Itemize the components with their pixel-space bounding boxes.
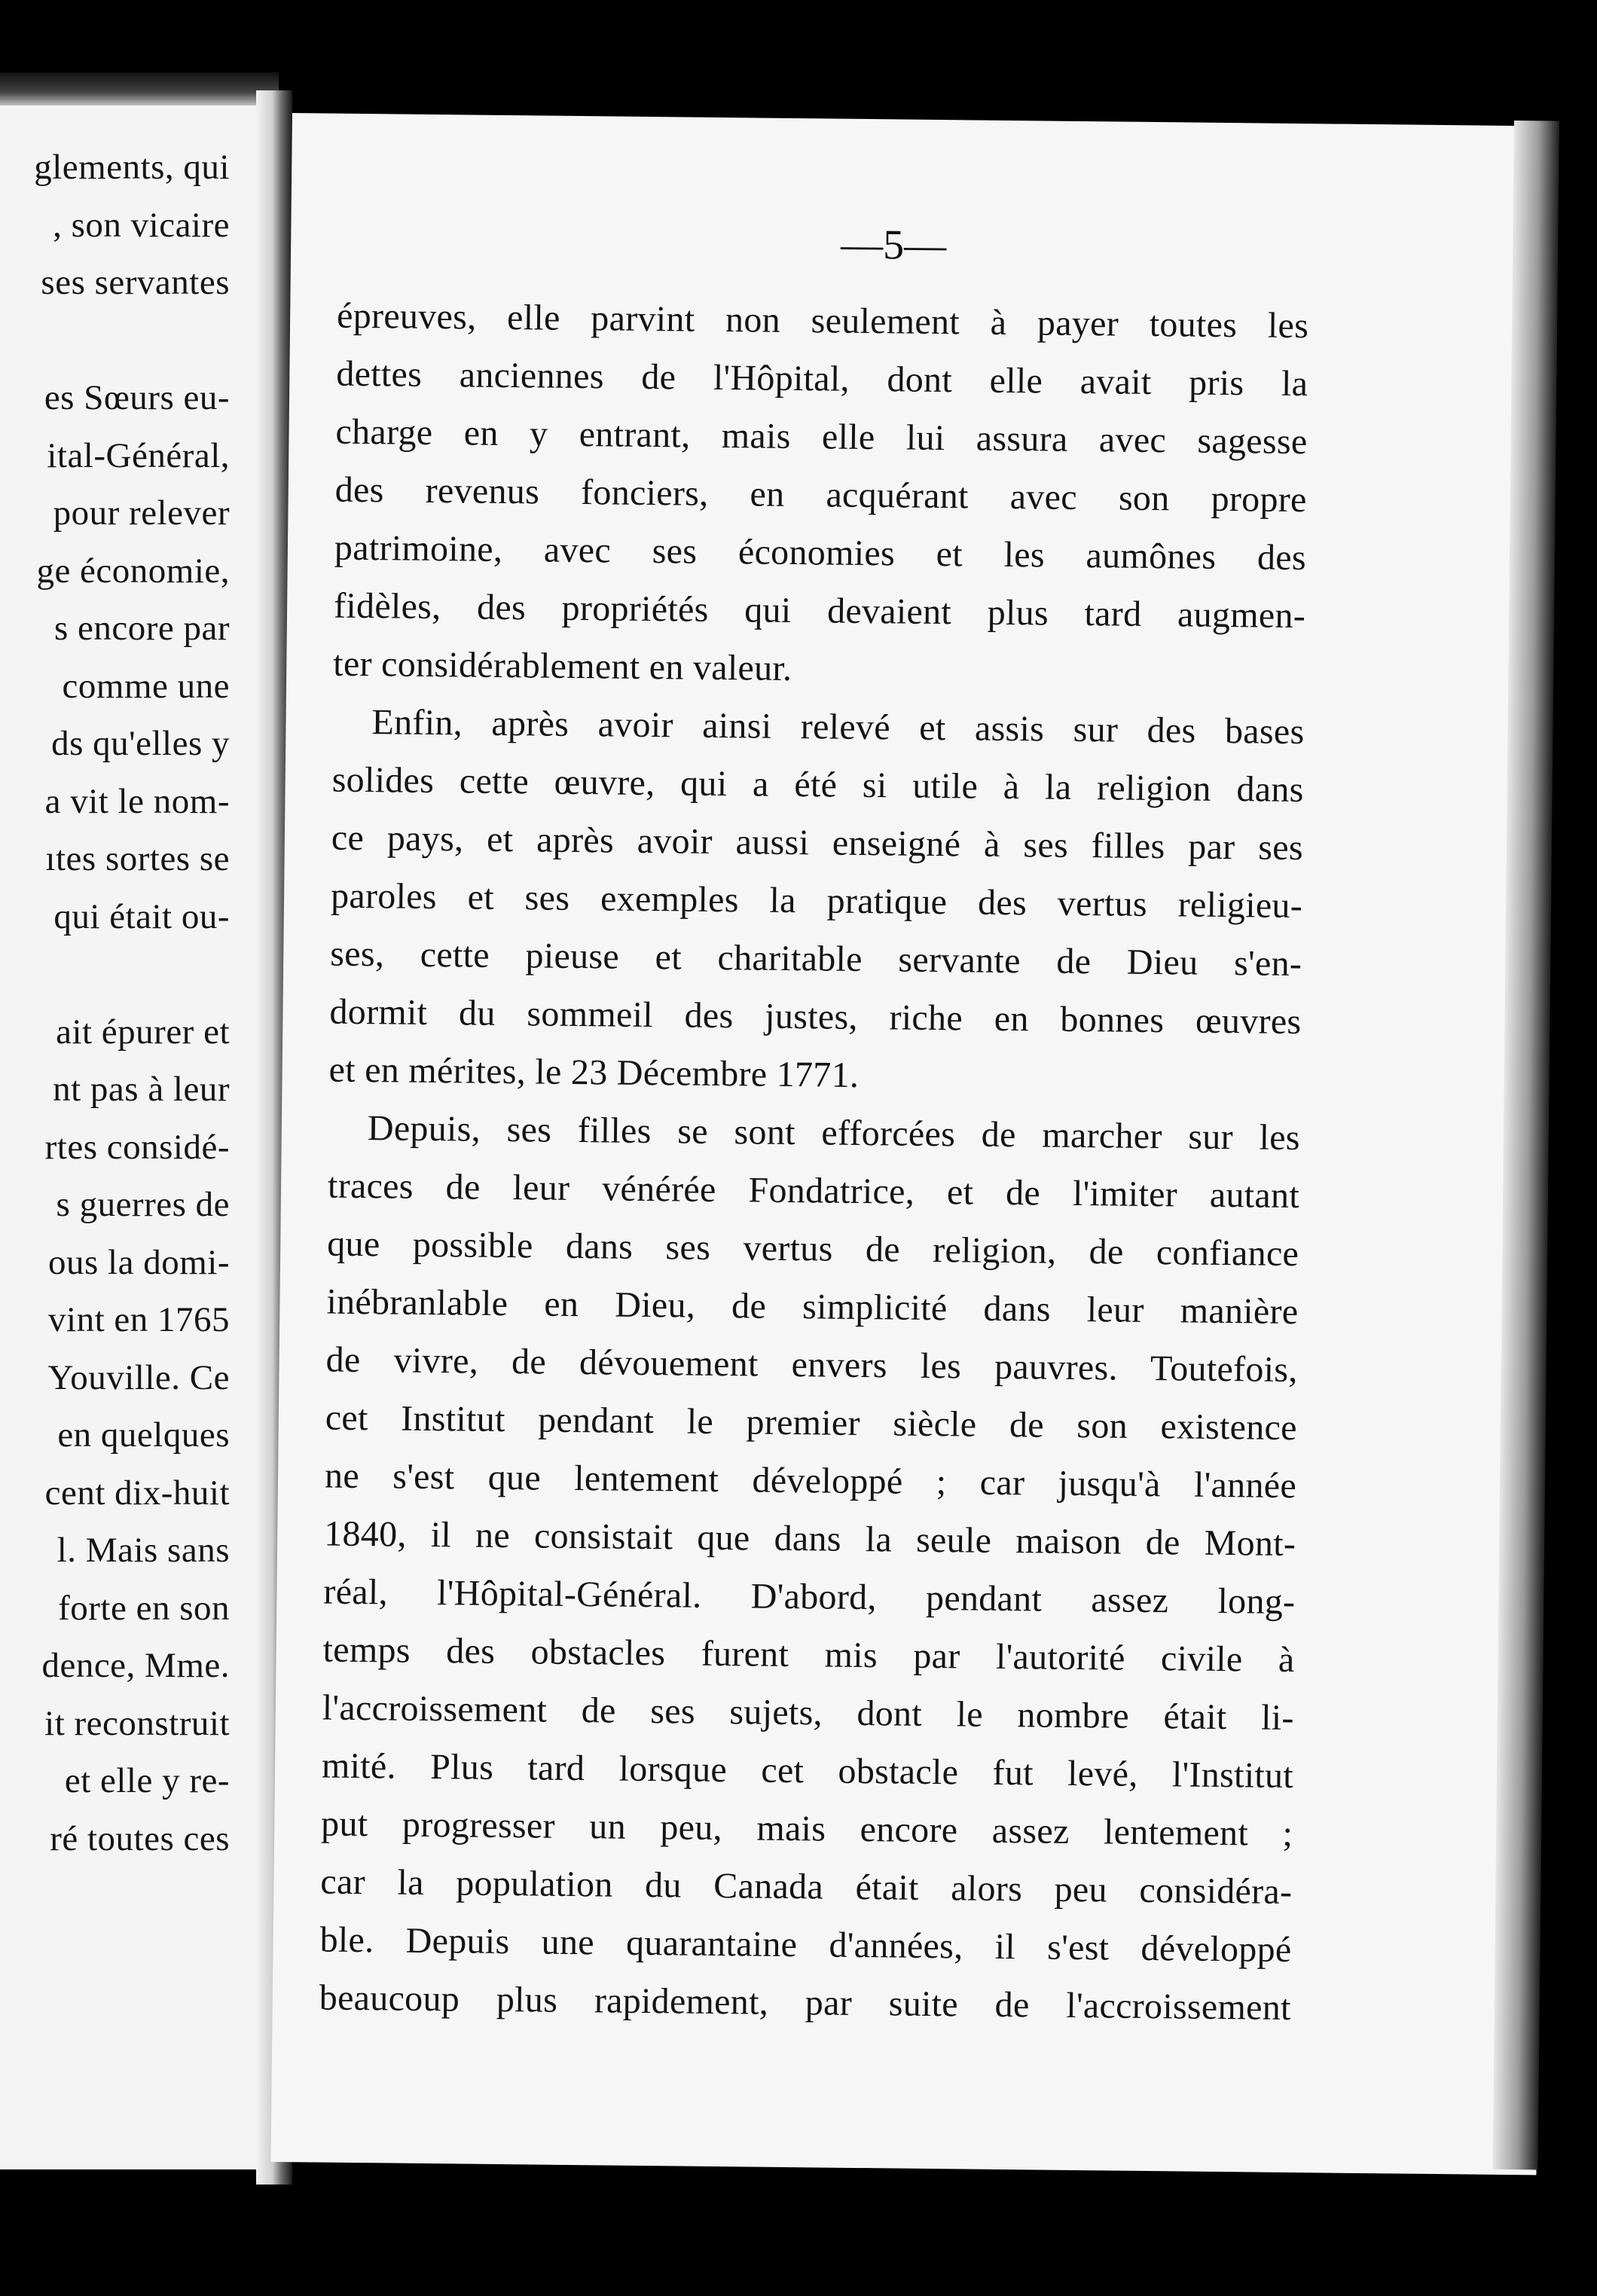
left-page-line: vint en 1765 (48, 1300, 230, 1339)
body-text-line: ce pays, et après avoir aussi enseigné à ses filles par ses (331, 817, 1304, 869)
left-page-line: nt pas à leur (53, 1070, 230, 1109)
body-text-line: épreuves, elle parvint non seulement à payer toutes les (336, 295, 1309, 347)
body-text-line: cet Institut pendant le premier siècle de son existence (325, 1397, 1298, 1449)
left-page-line: , son vicaire (53, 205, 230, 245)
body-text-line: ter considérablement en valeur. (333, 643, 792, 688)
left-page-line: ge économie, (36, 551, 230, 591)
left-page-line: qui était ou- (53, 896, 230, 936)
body-text-line: ne s'est que lentement développé ; car jusqu'à l'année (324, 1455, 1297, 1507)
page-number: —5— (840, 221, 947, 270)
left-page-line: ds qu'elles y (51, 724, 230, 763)
body-text-line: des revenus fonciers, en acquérant avec son propre (334, 469, 1307, 521)
left-page-line: Youville. Ce (47, 1357, 230, 1397)
body-text-line: traces de leur vénérée Fondatrice, et de l'imiter autant (327, 1165, 1300, 1217)
left-page-line: glements, qui (34, 148, 230, 187)
left-page-line: en quelques (57, 1415, 230, 1455)
right-page (271, 113, 1558, 2175)
left-page-line: et elle y re- (64, 1761, 230, 1800)
left-page-line: it reconstruit (44, 1703, 230, 1743)
body-text-line: ble. Depuis une quarantaine d'années, il s'est développé (319, 1919, 1292, 1971)
body-text-line: Depuis, ses filles se sont efforcées de marcher sur les (367, 1108, 1301, 1159)
left-page-line: pour relever (53, 493, 230, 533)
body-text-line: dettes anciennes de l'Hôpital, dont elle avait pris la (336, 353, 1308, 405)
body-text-line: solides cette œuvre, qui a été si utile à la religion dans (331, 759, 1304, 811)
left-page (0, 105, 275, 2169)
body-text-line: réal, l'Hôpital-Général. D'abord, pendant assez long- (323, 1571, 1296, 1623)
left-page-line: s encore par (53, 609, 230, 648)
left-page-line: cent dix-huit (44, 1473, 230, 1513)
body-text-line: l'accroissement de ses sujets, dont le nombre était li- (322, 1687, 1295, 1739)
body-text-line: et en mérites, le 23 Décembre 1771. (328, 1049, 860, 1095)
body-text-line: inébranlable en Dieu, de simplicité dans leur manière (326, 1281, 1299, 1333)
body-text-line: car la population du Canada était alors peu considéra- (320, 1861, 1293, 1913)
left-page-line: forte en son (58, 1588, 230, 1628)
left-page-top-shadow (0, 72, 279, 105)
left-page-line: comme une (62, 666, 230, 706)
body-text-line: de vivre, de dévouement envers les pauvres. Toutefois, (325, 1339, 1298, 1391)
body-text-line: patrimoine, avec ses économies et les aumônes des (334, 527, 1307, 579)
left-page-line: ital-Général, (47, 435, 230, 475)
left-page-line: l. Mais sans (56, 1531, 230, 1570)
body-text-line: beaucoup plus rapidement, par suite de l'accroissement (319, 1977, 1292, 2029)
body-text-line: dormit du sommeil des justes, riche en bonnes œuvres (329, 991, 1302, 1043)
body-text-line: charge en y entrant, mais elle lui assura avec sagesse (335, 411, 1308, 463)
left-page-line: ré toutes ces (50, 1818, 230, 1858)
body-text-line: que possible dans ses vertus de religion, de confiance (327, 1223, 1299, 1275)
body-text-line: Enfin, après avoir ainsi relevé et assis sur des bases (371, 702, 1305, 753)
left-page-line: ous la domi- (48, 1242, 230, 1282)
left-page-line: es Sœurs eu- (44, 378, 230, 417)
body-text-line: put progresser un peu, mais encore assez lentement ; (320, 1803, 1293, 1855)
body-text-line: paroles et ses exemples la pratique des vertus religieu- (330, 875, 1303, 927)
left-page-line: ses servantes (41, 263, 230, 302)
left-page-line: dence, Mme. (41, 1646, 230, 1685)
left-page-line: rtes considé- (44, 1127, 230, 1167)
body-text-line: 1840, il ne consistait que dans la seule maison de Mont- (323, 1513, 1296, 1565)
body-text-line: temps des obstacles furent mis par l'autorité civile à (322, 1629, 1295, 1681)
body-text-line: fidèles, des propriétés qui devaient plus tard augmen- (333, 585, 1306, 637)
body-text-line: mité. Plus tard lorsque cet obstacle fut levé, l'Institut (321, 1745, 1294, 1797)
left-page-line: ait épurer et (56, 1012, 230, 1052)
body-text-line: ses, cette pieuse et charitable servante de Dieu s'en- (330, 933, 1302, 985)
left-page-line: ıtes sortes se (45, 839, 230, 878)
page-body-text (319, 287, 1308, 2037)
left-page-line: s guerres de (56, 1185, 230, 1224)
left-page-line: a vit le nom- (44, 781, 230, 821)
